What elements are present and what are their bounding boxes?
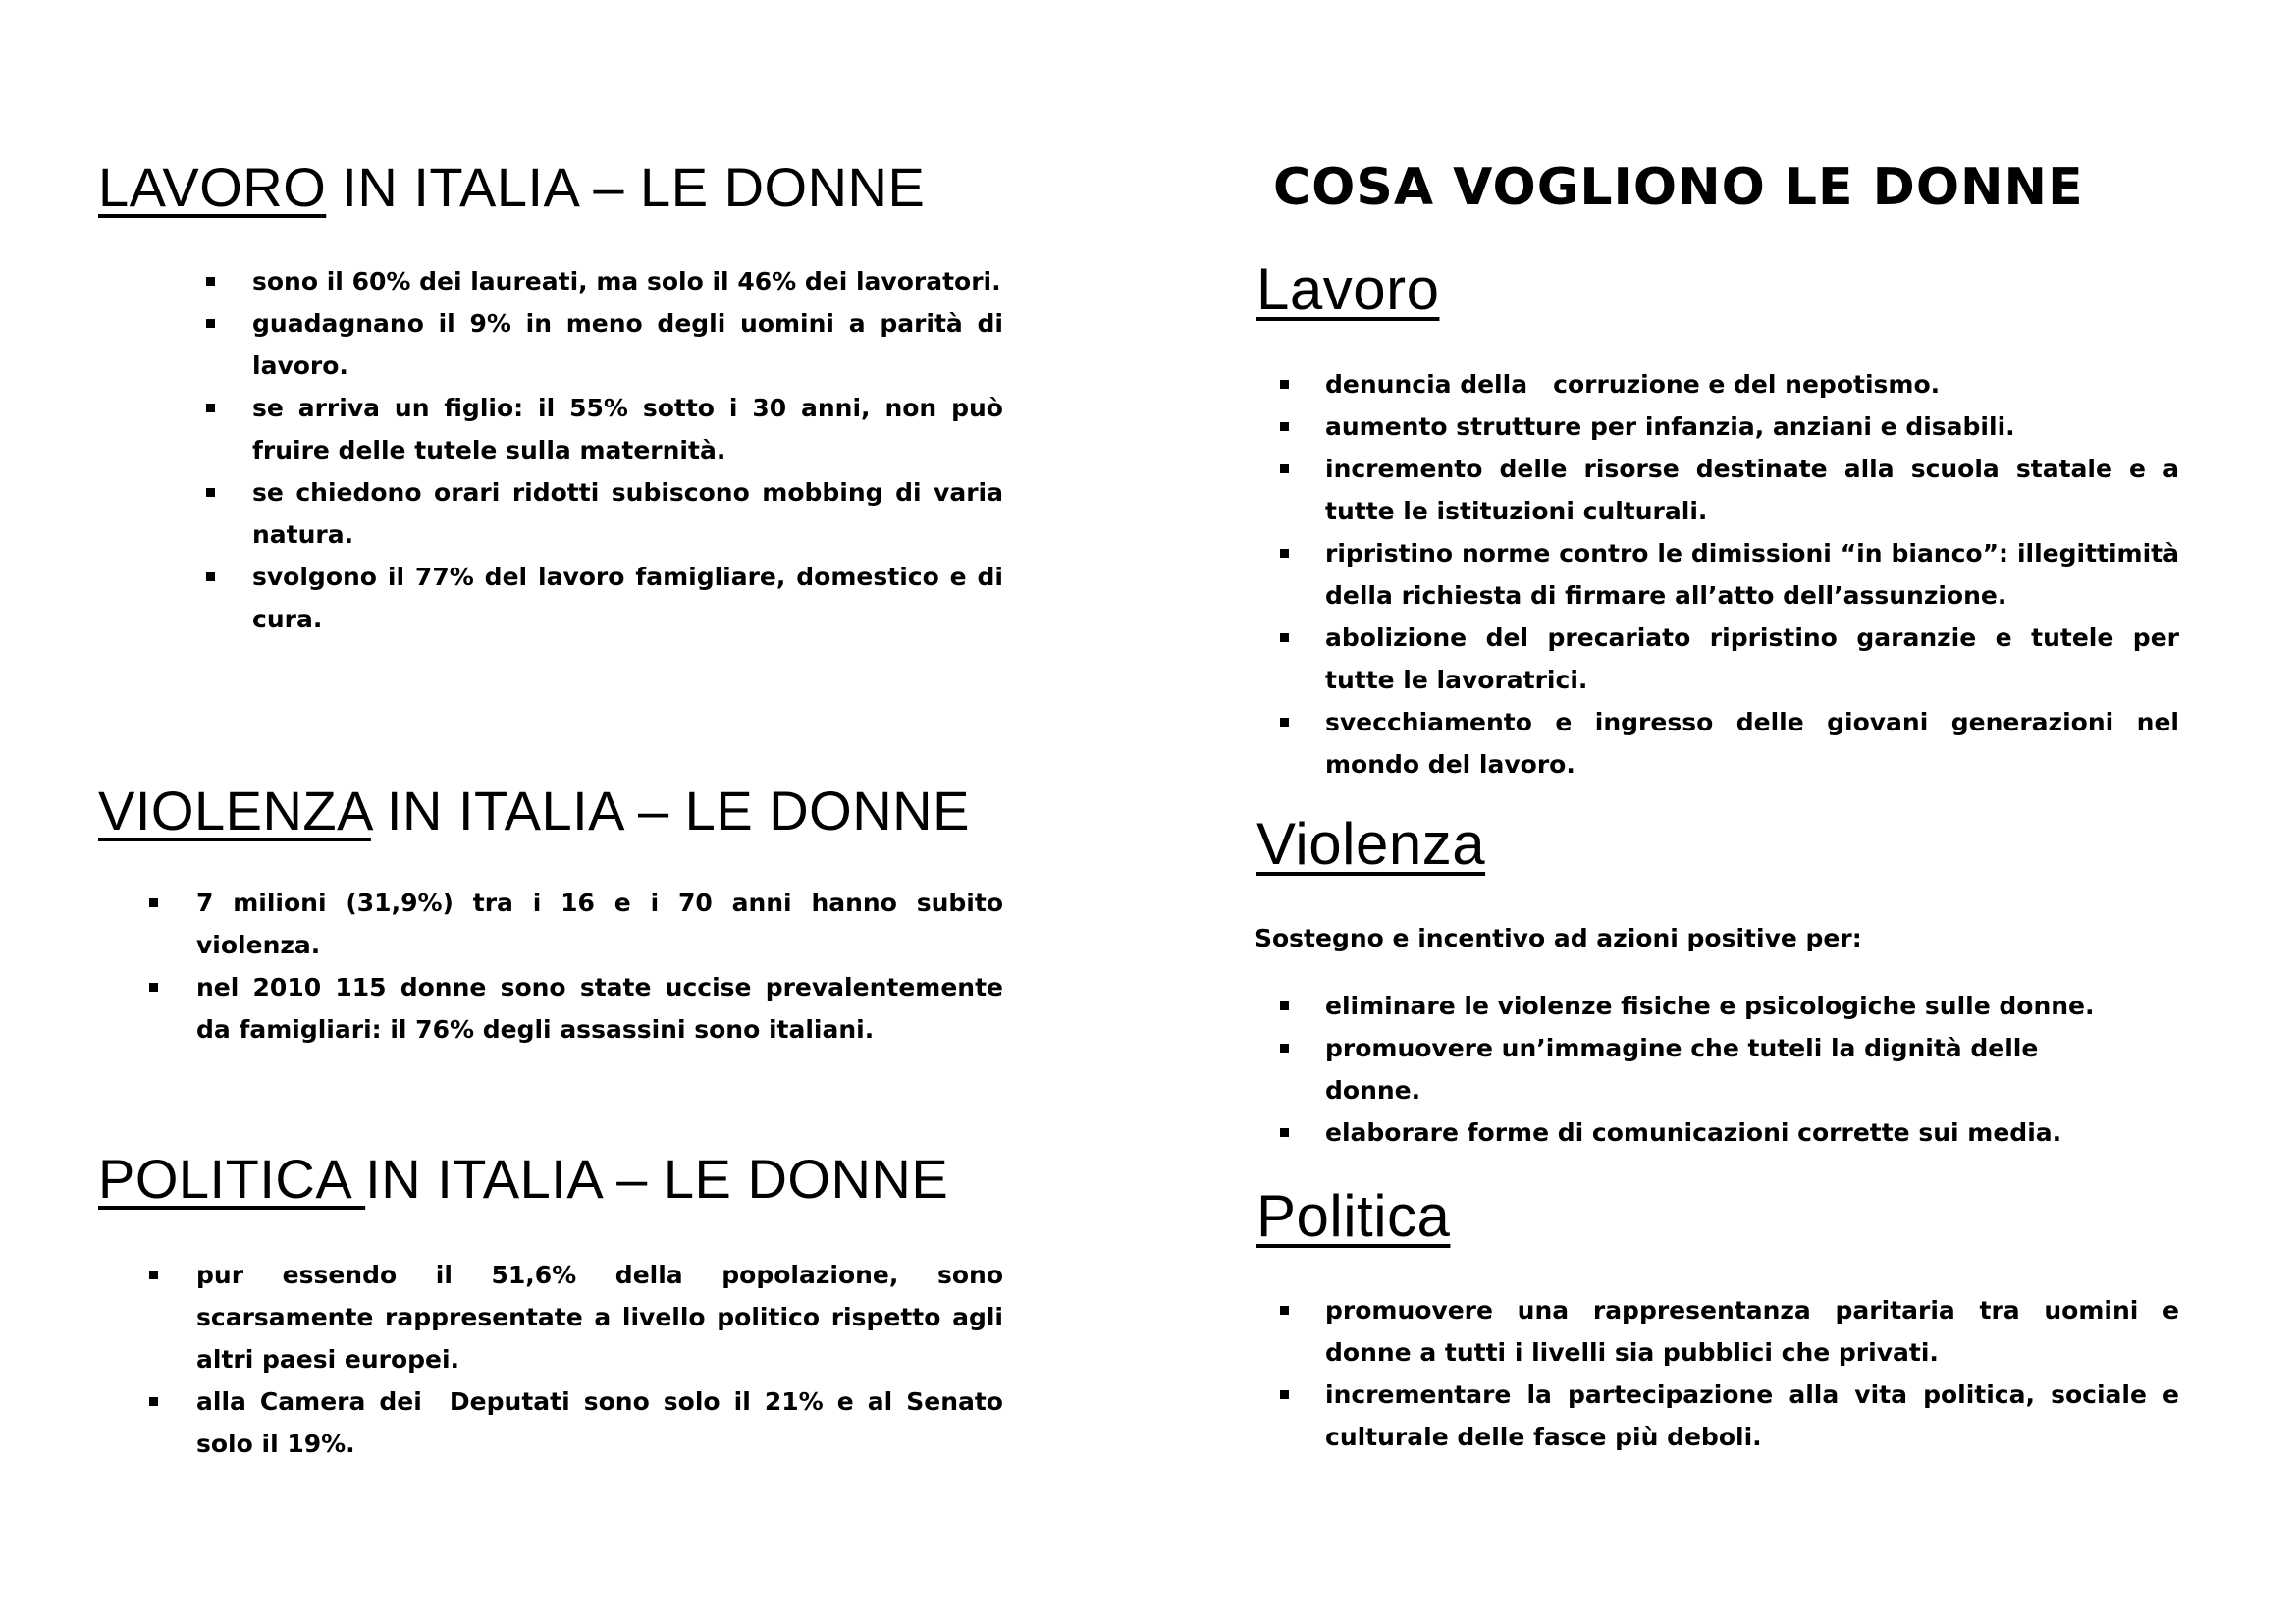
list-item: [1325, 617, 2179, 701]
list-item: [196, 1380, 1012, 1465]
list-item: [252, 302, 1003, 387]
list-item: [252, 556, 1003, 640]
square-bullet-icon: [206, 277, 215, 286]
list-item-text: incremento delle risorse destinate alla scuola statale e a tutte le istituzioni culturali.: [1325, 455, 2179, 525]
heading-keyword: LAVORO: [98, 156, 327, 218]
list-item: [1325, 1111, 2179, 1154]
square-bullet-icon: [1280, 1044, 1289, 1053]
list-item: [1325, 532, 2179, 617]
square-bullet-icon: [149, 1397, 158, 1406]
list-violenza-facts: [196, 882, 1003, 1051]
list-lavoro-demands: [1325, 363, 2179, 785]
list-item-text: eliminare le violenze fisiche e psicologiche sulle donne.: [1325, 992, 2095, 1020]
square-bullet-icon: [1280, 1306, 1289, 1315]
page-title: COSA VOGLIONO LE DONNE: [1273, 158, 2084, 217]
list-violenza-demands: [1325, 985, 2179, 1154]
list-item: [1325, 1027, 2179, 1111]
list-item-text: abolizione del precariato ripristino garanzie e tutele per tutte le lavoratrici.: [1325, 623, 2179, 694]
list-item-text: promuovere un’immagine che tuteli la dignità delle donne.: [1325, 1034, 2039, 1105]
list-item-text: nel 2010 115 donne sono state uccise prevalentemente da famigliari: il 76% degli assassini sono italiani.: [196, 973, 1003, 1044]
list-item-text: incrementare la partecipazione alla vita politica, sociale e culturale delle fasce più deboli.: [1325, 1380, 2179, 1451]
list-politica-demands: [1325, 1289, 2179, 1458]
list-item-text: svecchiamento e ingresso delle giovani generazioni nel mondo del lavoro.: [1325, 708, 2179, 779]
square-bullet-icon: [1280, 718, 1289, 727]
subheading-lavoro: Lavoro: [1256, 256, 1440, 322]
list-item: [196, 1254, 1003, 1380]
square-bullet-icon: [1280, 1390, 1289, 1399]
heading-suffix: IN ITALIA – LE DONNE: [365, 1148, 949, 1210]
heading-violenza-in-italia: [98, 780, 970, 841]
list-item-text: svolgono il 77% del lavoro famigliare, domestico e di cura.: [252, 563, 1003, 633]
heading-suffix: IN ITALIA – LE DONNE: [326, 156, 926, 218]
square-bullet-icon: [206, 488, 215, 497]
heading-lavoro-in-italia: [98, 156, 926, 218]
list-item-text: denuncia della corruzione e del nepotismo.: [1325, 370, 1941, 399]
list-item-text: elaborare forme di comunicazioni corrette sui media.: [1325, 1118, 2062, 1147]
square-bullet-icon: [1280, 549, 1289, 558]
violenza-intro-text: Sostegno e incentivo ad azioni positive per:: [1255, 924, 1862, 952]
square-bullet-icon: [1280, 633, 1289, 642]
list-item: [1325, 406, 2179, 448]
list-item: [252, 387, 1003, 471]
list-item: [196, 966, 1003, 1051]
square-bullet-icon: [1280, 1128, 1289, 1137]
list-item-text: alla Camera dei Deputati sono solo il 21% e al Senato solo il 19%.: [196, 1387, 1012, 1458]
list-item-text: promuovere una rappresentanza paritaria tra uomini e donne a tutti i livelli sia pubblici che privati.: [1325, 1296, 2179, 1367]
square-bullet-icon: [149, 983, 158, 992]
heading-suffix: IN ITALIA – LE DONNE: [370, 780, 970, 841]
list-item: [196, 882, 1003, 966]
list-item: [1325, 448, 2179, 532]
list-item: [1325, 363, 2179, 406]
list-item: [1325, 1374, 2179, 1458]
list-item: [1325, 985, 2179, 1027]
subheading-politica: Politica: [1256, 1183, 1451, 1249]
list-item-text: ripristino norme contro le dimissioni “in bianco”: illegittimità della richiesta di firmare all’atto dell’assunzione.: [1325, 539, 2179, 610]
list-item: [252, 260, 1003, 302]
list-item: [1325, 701, 2179, 785]
square-bullet-icon: [1280, 1001, 1289, 1010]
square-bullet-icon: [1280, 380, 1289, 389]
square-bullet-icon: [206, 319, 215, 328]
heading-keyword: POLITICA: [98, 1148, 366, 1210]
heading-keyword: VIOLENZA: [98, 780, 371, 841]
square-bullet-icon: [1280, 422, 1289, 431]
list-item: [1325, 1289, 2179, 1374]
square-bullet-icon: [149, 1271, 158, 1279]
list-lavoro-facts: [252, 260, 1003, 640]
list-item-text: se arriva un figlio: il 55% sotto i 30 anni, non può fruire delle tutele sulla maternità.: [252, 394, 1003, 464]
square-bullet-icon: [149, 898, 158, 907]
square-bullet-icon: [206, 572, 215, 581]
square-bullet-icon: [1280, 464, 1289, 473]
list-item-text: 7 milioni (31,9%) tra i 16 e i 70 anni hanno subito violenza.: [196, 889, 1003, 959]
list-item-text: se chiedono orari ridotti subiscono mobbing di varia natura.: [252, 478, 1003, 549]
list-item-text: pur essendo il 51,6% della popolazione, sono scarsamente rappresentate a livello politico rispetto agli altri paesi europei.: [196, 1261, 1003, 1374]
list-item-text: guadagnano il 9% in meno degli uomini a parità di lavoro.: [252, 309, 1003, 380]
list-item-text: sono il 60% dei laureati, ma solo il 46% dei lavoratori.: [252, 267, 1001, 296]
subheading-violenza: Violenza: [1256, 811, 1486, 877]
list-politica-facts: [196, 1254, 1012, 1465]
list-item: [252, 471, 1003, 556]
list-item-text: aumento strutture per infanzia, anziani e disabili.: [1325, 412, 2015, 441]
square-bullet-icon: [206, 404, 215, 412]
heading-politica-in-italia: [98, 1148, 949, 1210]
